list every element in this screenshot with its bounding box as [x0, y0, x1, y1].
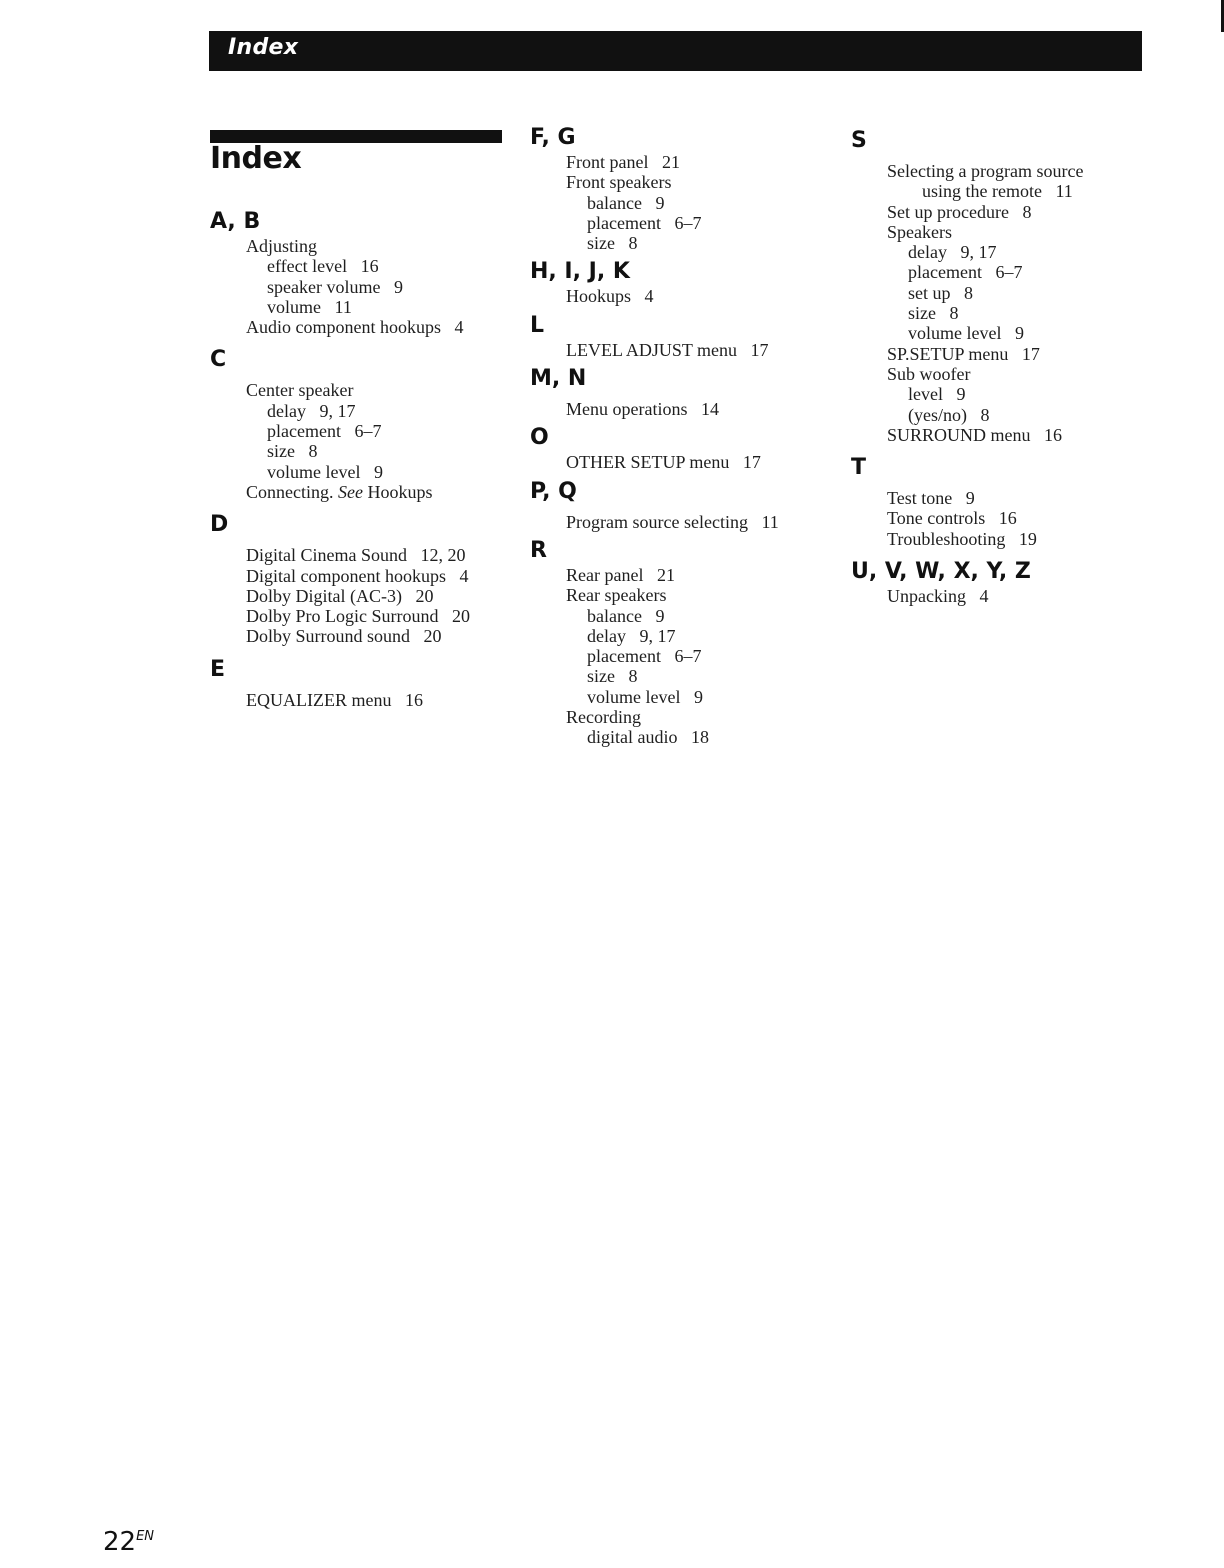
index-section: [530, 312, 830, 360]
index-section: [210, 346, 510, 502]
section-letter: L: [530, 312, 545, 338]
index-entry: Audio component hookups 4: [246, 317, 464, 338]
index-subentry: size 8: [908, 303, 959, 324]
index-entry: Center speaker: [246, 380, 354, 401]
index-section: [530, 124, 830, 253]
index-subentry: delay 9, 17: [587, 625, 676, 646]
section-letter: R: [530, 537, 547, 563]
index-entry: Program source selecting 11: [566, 511, 779, 532]
section-letter: E: [210, 656, 226, 682]
index-subentry: size 8: [267, 441, 318, 462]
index-entry: Adjusting: [246, 236, 318, 256]
index-entry: Tone controls 16: [887, 508, 1017, 529]
section-letter: S: [851, 128, 867, 153]
index-column-2: [530, 124, 830, 748]
index-entry: Dolby Pro Logic Surround 20: [246, 606, 470, 627]
index-entry: Dolby Surround sound 20: [246, 626, 442, 647]
index-section: [210, 656, 510, 710]
index-subentry: volume level 9: [587, 686, 703, 707]
index-column-1: [210, 208, 510, 710]
index-entry: Menu operations 14: [566, 399, 719, 420]
index-subentry: placement 6–7: [587, 212, 702, 233]
index-subentry: volume level 9: [908, 323, 1024, 344]
index-entry: EQUALIZER menu 16: [246, 689, 423, 710]
index-entry: Rear speakers: [566, 585, 667, 606]
section-letter: O: [530, 425, 549, 451]
index-subentry: balance 9: [587, 192, 665, 213]
index-subentry: volume level 9: [267, 461, 383, 482]
index-entry: SURROUND menu 16: [887, 424, 1063, 445]
entry-text: Connecting.: [246, 481, 338, 502]
index-subentry: level 9: [908, 384, 966, 405]
index-section: [210, 208, 510, 337]
index-entry: Unpacking 4: [887, 586, 989, 607]
section-letter: H, I, J, K: [530, 259, 630, 285]
section-letter: A, B: [210, 209, 261, 234]
index-entry: Rear panel 21: [566, 564, 675, 585]
index-section: [530, 478, 830, 532]
index-entry: SP.SETUP menu 17: [887, 343, 1040, 364]
index-entry: Digital Cinema Sound 12, 20: [246, 545, 466, 566]
index-section: [530, 424, 830, 472]
index-subentry: speaker volume 9: [267, 276, 403, 297]
index-entry: Hookups 4: [566, 286, 654, 307]
index-subentry: (yes/no) 8: [908, 404, 990, 425]
index-entry: Front panel 21: [566, 152, 680, 172]
index-section: [530, 365, 830, 419]
index-subentry: balance 9: [587, 605, 665, 626]
page-title: Index: [210, 141, 302, 176]
index-entry: Test tone 9: [887, 488, 975, 509]
section-letter: M, N: [530, 366, 587, 392]
index-entry: Set up procedure 8: [887, 201, 1032, 222]
entry-target: Hookups: [362, 481, 433, 502]
index-subentry: placement 6–7: [267, 421, 382, 442]
page-number-suffix: EN: [136, 1529, 155, 1544]
index-entry: Speakers: [887, 221, 952, 242]
index-entry: Dolby Digital (AC-3) 20: [246, 585, 434, 606]
index-subentry: using the remote 11: [922, 181, 1073, 202]
index-section: [210, 511, 510, 646]
index-entry: Sub woofer: [887, 363, 971, 384]
page-number: [103, 1527, 154, 1557]
index-entry: Front speakers: [566, 172, 672, 193]
index-entry: Troubleshooting 19: [887, 528, 1037, 549]
banner-title: Index: [228, 35, 299, 60]
index-subentry: placement 6–7: [908, 262, 1023, 283]
index-entry: Selecting a program source: [887, 161, 1084, 181]
section-letter: C: [210, 347, 227, 373]
index-subentry: size 8: [587, 233, 638, 254]
section-letter: U, V, W, X, Y, Z: [851, 559, 1031, 585]
index-entry: Digital component hookups 4: [246, 565, 469, 586]
see-reference: See: [338, 481, 363, 502]
index-entry: LEVEL ADJUST menu 17: [566, 339, 769, 360]
index-entry: Recording: [566, 707, 641, 728]
section-letter: P, Q: [530, 478, 577, 504]
index-subentry: effect level 16: [267, 256, 379, 277]
page-number-value: 22: [103, 1527, 137, 1557]
section-letter: F, G: [530, 125, 576, 150]
section-letter: T: [851, 455, 867, 481]
index-entry: OTHER SETUP menu 17: [566, 452, 761, 473]
index-subentry: placement 6–7: [587, 646, 702, 667]
index-section: [851, 127, 1141, 445]
index-entry: [210, 482, 510, 502]
index-subentry: digital audio 18: [587, 727, 709, 748]
index-subentry: size 8: [587, 666, 638, 687]
index-section: [851, 558, 1141, 606]
section-letter: D: [210, 512, 229, 538]
index-subentry: delay 9, 17: [267, 400, 356, 421]
header-banner: [209, 31, 1142, 71]
index-section: [851, 454, 1141, 549]
index-subentry: delay 9, 17: [908, 242, 997, 263]
index-subentry: volume 11: [267, 296, 352, 317]
index-section: [530, 537, 830, 748]
index-subentry: set up 8: [908, 282, 973, 303]
index-column-3: [851, 127, 1141, 606]
index-section: [530, 258, 830, 306]
